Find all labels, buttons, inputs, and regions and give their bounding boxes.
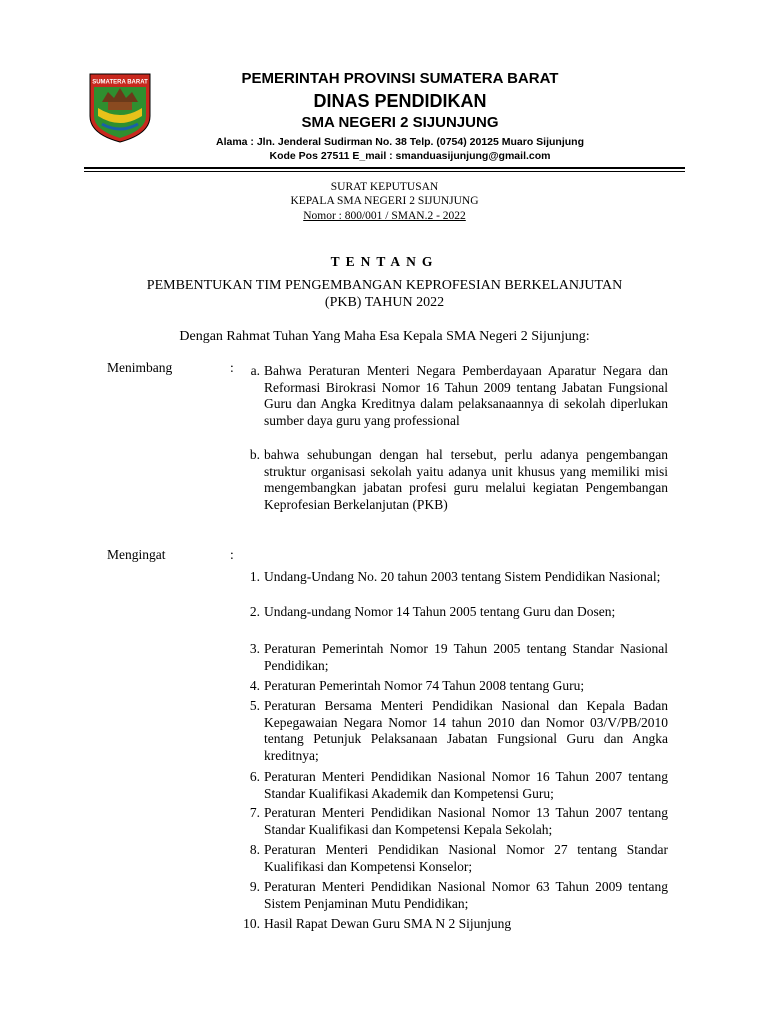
mengingat-item — [236, 805, 668, 838]
mengingat-item — [236, 879, 668, 912]
mengingat-item — [236, 604, 668, 621]
emblem-label: SUMATERA BARAT — [92, 79, 148, 86]
mengingat-item — [236, 678, 668, 695]
item-text: Undang-undang Nomor 14 Tahun 2005 tentang Guru dan Dosen; — [264, 604, 616, 619]
mengingat-item — [236, 842, 668, 875]
item-marker: b. — [249, 447, 260, 462]
item-marker: 3. — [249, 641, 260, 656]
preamble: Dengan Rahmat Tuhan Yang Maha Esa Kepala SMA Negeri 2 Sijunjung: — [179, 329, 590, 344]
item-marker: 6. — [249, 769, 260, 784]
document-issuer: KEPALA SMA NEGERI 2 SIJUNJUNG — [290, 195, 479, 207]
document-number: Nomor : 800/001 / SMAN.2 - 2022 — [303, 210, 466, 222]
item-text: Peraturan Menteri Pendidikan Nasional Nomor 63 Tahun 2009 tentang Sistem Penjaminan Mutu Pendidikan; — [264, 879, 668, 911]
item-text: Peraturan Menteri Pendidikan Nasional Nomor 13 Tahun 2007 tentang Standar Kualifikasi dan Kompetensi Kepala Sekolah; — [264, 805, 668, 837]
letterhead-divider-thin — [84, 171, 685, 172]
item-text: Peraturan Menteri Pendidikan Nasional Nomor 16 Tahun 2007 tentang Standar Kualifikasi Akademik dan Kompetensi Guru; — [264, 769, 668, 801]
government-title: PEMERINTAH PROVINSI SUMATERA BARAT — [241, 70, 559, 87]
sumatera-barat-emblem-icon — [88, 72, 152, 144]
school-contact: Kode Pos 27511 E_mail : smanduasijunjung@gmail.com — [269, 150, 551, 162]
menimbang-item — [236, 363, 668, 429]
agency-title: DINAS PENDIDIKAN — [313, 91, 487, 111]
item-text: Peraturan Bersama Menteri Pendidikan Nasional dan Kepala Badan Kepegawaian Negara Nomor 14 tahun 2010 dan Nomor 03/V/PB/2010 tentang Petunjuk Pelaksanaan Jabatan Fungsional Guru dan Angka kreditnya; — [264, 698, 668, 763]
item-marker: 8. — [249, 842, 260, 857]
item-text: Hasil Rapat Dewan Guru SMA N 2 Sijunjung — [264, 916, 512, 931]
item-text: Bahwa Peraturan Menteri Negara Pemberdayaan Aparatur Negara dan Reformasi Birokrasi Nomor 16 Tahun 2009 tentang Jabatan Fungsional Guru dan Angka Kreditnya dalam pelaksanaannya di sekolah diperlukan sumber daya guru yang professional — [264, 363, 668, 428]
mengingat-item — [236, 569, 668, 586]
item-text: bahwa sehubungan dengan hal tersebut, perlu adanya pengembangan struktur organisasi sekolah yaitu adanya unit khusus yang memiliki misi mengembangkan jabatan profesi guru melalui kegiatan Pengembangan Keprofesian Berkelanjutan (PKB) — [264, 447, 668, 512]
letterhead-divider — [84, 167, 685, 169]
school-address: Alama : Jln. Jenderal Sudirman No. 38 Telp. (0754) 20125 Muaro Sijunjung — [216, 136, 584, 148]
item-marker: 7. — [249, 805, 260, 820]
item-marker: a. — [250, 363, 260, 378]
item-marker: 9. — [249, 879, 260, 894]
subject-line-1: PEMBENTUKAN TIM PENGEMBANGAN KEPROFESIAN BERKELANJUTAN — [146, 278, 623, 293]
item-text: Peraturan Pemerintah Nomor 74 Tahun 2008 tentang Guru; — [264, 678, 585, 693]
item-marker: 5. — [249, 698, 260, 713]
item-text: Peraturan Menteri Pendidikan Nasional Nomor 27 tentang Standar Kualifikasi dan Kompetensi Konselor; — [264, 842, 668, 874]
item-text: Peraturan Pemerintah Nomor 19 Tahun 2005 tentang Standar Nasional Pendidikan; — [264, 641, 668, 673]
menimbang-colon: : — [230, 360, 234, 375]
menimbang-item — [236, 447, 668, 513]
mengingat-item — [236, 916, 668, 933]
item-text: Undang-Undang No. 20 tahun 2003 tentang Sistem Pendidikan Nasional; — [264, 569, 661, 584]
tentang-heading: TENTANG — [330, 254, 439, 269]
item-marker: 2. — [249, 604, 260, 619]
mengingat-label: Mengingat — [107, 547, 166, 562]
item-marker: 1. — [249, 569, 260, 584]
item-marker: 4. — [249, 678, 260, 693]
subject-line-2: (PKB) TAHUN 2022 — [324, 295, 445, 310]
document-type: SURAT KEPUTUSAN — [330, 181, 439, 193]
menimbang-label: Menimbang — [107, 360, 173, 375]
school-name: SMA NEGERI 2 SIJUNJUNG — [301, 114, 499, 131]
item-marker: 10. — [243, 916, 260, 931]
mengingat-item — [236, 698, 668, 764]
mengingat-item — [236, 641, 668, 674]
mengingat-colon: : — [230, 547, 234, 562]
mengingat-item — [236, 769, 668, 802]
